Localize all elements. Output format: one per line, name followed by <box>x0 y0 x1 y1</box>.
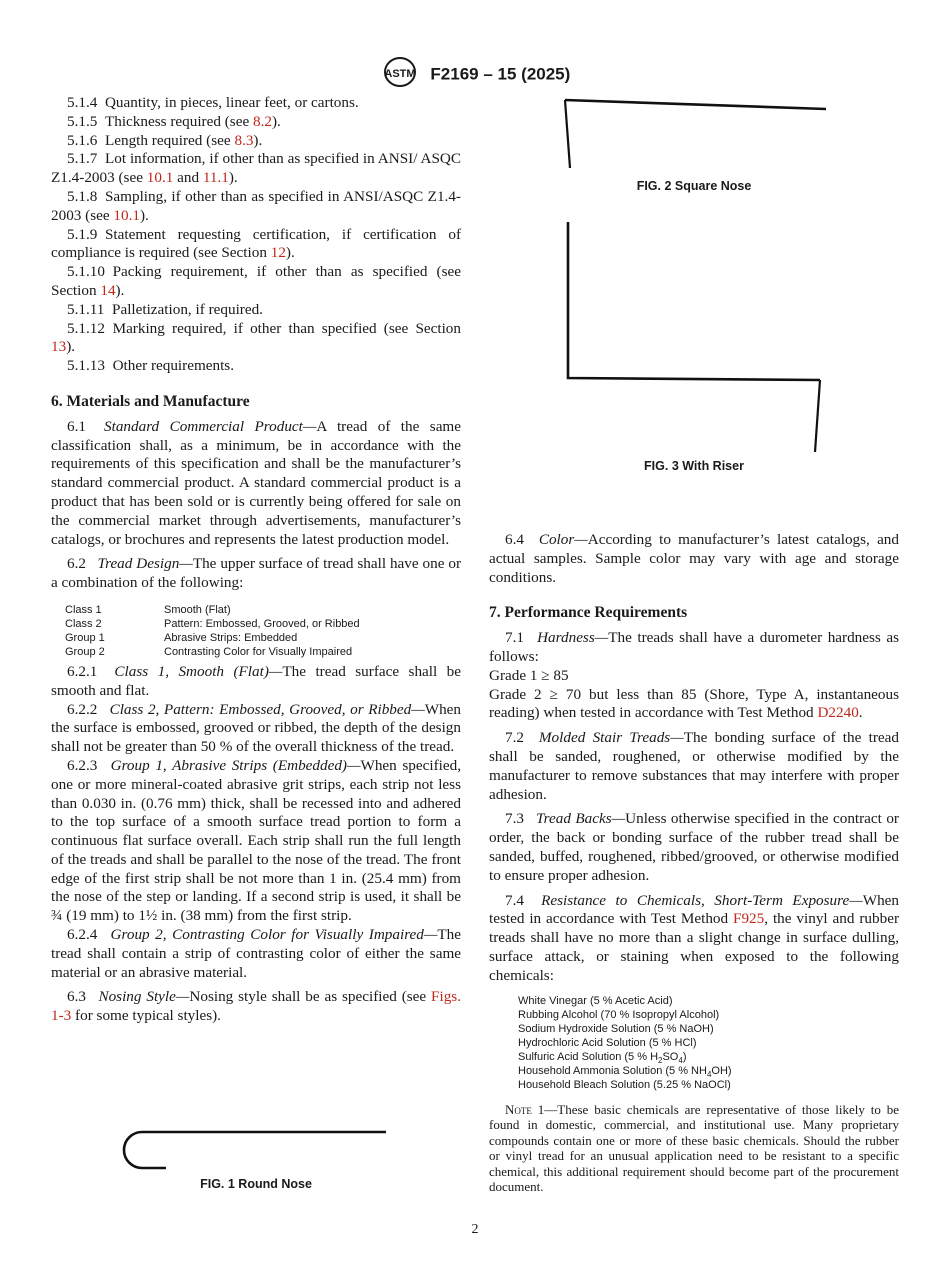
para-number: 6.1 <box>67 417 86 435</box>
section-ref-link[interactable]: 8.3 <box>234 131 254 149</box>
para-term: Nosing Style— <box>98 988 190 1006</box>
d2240-link[interactable]: D2240 <box>817 704 859 722</box>
list-item <box>51 94 461 113</box>
class-table <box>65 603 360 659</box>
list-item <box>51 320 461 358</box>
para-text: When tested in accordance with Test Method <box>489 891 899 928</box>
chem-sub: 4 <box>706 1069 712 1079</box>
para-number: 6.3 <box>67 988 86 1006</box>
para-term: Molded Stair Treads— <box>538 729 684 747</box>
chemical-item: Sodium Hydroxide Solution (5 % NaOH) <box>518 1022 714 1035</box>
grade-2-end: . <box>858 704 863 722</box>
para-term: Tread Design— <box>97 555 193 573</box>
para-6-1 <box>51 418 461 550</box>
item-text: Marking required, if other than specified (see Section <box>112 319 461 337</box>
fig3-caption: FIG. 3 With Riser <box>644 459 744 473</box>
para-term: Tread Backs— <box>536 810 626 828</box>
list-item <box>51 132 461 151</box>
item-text: ). <box>140 206 149 224</box>
para-text: According to manufacturer’s latest catalogs, and actual samples. Sample color may vary with age and storage conditions. <box>489 531 899 586</box>
item-text: Other requirements. <box>112 357 235 375</box>
para-text: The tread shall contain a strip of contrasting color of either the same material or an abrasive material. <box>51 926 462 981</box>
class-name: Group 1 <box>65 631 105 644</box>
f925-link[interactable]: F925 <box>733 910 765 928</box>
para-number: 6.2 <box>67 555 86 573</box>
item-text: Statement requesting certification, if certification of compliance is required (see Section <box>51 225 461 262</box>
section-7-heading: 7. Performance Requirements <box>489 604 688 622</box>
item-text: Lot information, if other than as specified in ANSI/ ASQC Z1.4-2003 (see <box>51 150 461 187</box>
section-6-heading: 6. Materials and Manufacture <box>51 392 250 410</box>
para-text: , the vinyl and rubber treads shall have no more than a slight change in surface dulling, surface attack, or staining when exposed to the following chemicals: <box>489 910 899 984</box>
note-label: Note 1 <box>505 1101 545 1117</box>
list-item <box>51 263 461 301</box>
page-number: 2 <box>471 1222 479 1237</box>
para-term: Class 1, Smooth (Flat)— <box>114 662 283 680</box>
item-text: Quantity, in pieces, linear feet, or cartons. <box>104 94 359 111</box>
section-ref-link[interactable]: 14 <box>100 281 116 299</box>
astm-logo-icon <box>380 57 420 92</box>
section-ref-link[interactable]: 10.1 <box>146 169 174 187</box>
grade-2-text: Grade 2 ≥ 70 but less than 85 (Shore, Type A, instantaneous reading) when tested in accordance with Test Method <box>489 685 899 722</box>
chem-text: Household Ammonia Solution (5 % NH <box>518 1064 707 1077</box>
item-text: ). <box>271 112 281 130</box>
item-text: ). <box>253 131 263 149</box>
page-header <box>0 57 950 92</box>
logo-text: ASTM <box>384 68 416 80</box>
item-number: 5.1.11 <box>67 300 105 318</box>
para-text: The treads shall have a durometer hardness as follows: <box>489 629 899 665</box>
para-term: Group 2, Contrasting Color for Visually Impaired— <box>110 926 438 944</box>
item-number: 5.1.6 <box>67 131 98 149</box>
para-text: When the surface is embossed, grooved or ribbed, the depth of the design shall not be greater than 50 % of the overall thickness of the tread. <box>51 700 461 756</box>
chemical-item <box>518 1050 899 1064</box>
chemical-item: Rubbing Alcohol (70 % Isopropyl Alcohol) <box>518 1008 720 1021</box>
note-text: —These basic chemicals are representative of those likely to be found in domestic, commercial, and institutional use. Many proprietary compounds contain one or more of these basic chemicals. Should the rubber or vinyl tread for an unusual application need to be resistant to a specific chemical, this additional requirement should become part of the procurement document. <box>489 1101 899 1195</box>
para-number: 6.4 <box>505 531 524 548</box>
para-6-2-4 <box>51 926 461 982</box>
grade-2 <box>489 686 899 724</box>
para-7-4 <box>489 892 899 986</box>
list-item <box>51 226 461 264</box>
para-number: 7.4 <box>505 891 524 909</box>
table-row <box>65 603 360 617</box>
fig1-round-nose-drawing <box>122 1128 392 1177</box>
para-text: The tread surface shall be smooth and flat. <box>51 662 462 699</box>
item-text: Sampling, if other than as specified in ANSI/ASQC Z1.4-2003 (see <box>51 187 461 224</box>
item-text: ). <box>115 281 125 299</box>
para-number: 7.3 <box>505 810 524 828</box>
list-item <box>51 357 461 376</box>
para-text: When specified, one or more mineral-coated abrasive grit strips, each strip not less than 0.030 in. (0.76 mm) thick, shall be recessed into and adhered to the top surface of a smooth surface tread portion to form a continuous flat surface overall. Each strip shall run the full length of the treads and shall be parallel to the nose of the tread. The front edge of the first strip shall be not more than 1 in. (25.4 mm) from the nose of the step or landing. If a second strip is used, it shall be ¾ (19 mm) to 1½ in. (38 mm) from the first strip. <box>51 756 462 925</box>
item-number: 5.1.5 <box>67 112 98 130</box>
item-text: ). <box>228 169 238 187</box>
para-number: 6.2.1 <box>67 662 98 680</box>
left-column <box>51 94 461 1026</box>
class-description: Pattern: Embossed, Grooved, or Ribbed <box>164 617 360 630</box>
para-text: A tread of the same classification shall, as a minimum, be in accordance with the requirements of this specification and shall be the manufacturer’s standard commercial product. A standard commercial product is a product that has been sold or is currently being offered for sale on the commercial market through advertisements, manufacturer’s catalogs, or brochures and represents the latest production model. <box>51 417 461 548</box>
list-item <box>51 188 461 226</box>
class-name: Class 1 <box>65 603 102 616</box>
grade-1: Grade 1 ≥ 85 <box>489 666 569 684</box>
para-text: Unless otherwise specified in the contract or order, the back or bonding surface of the rubber tread shall be sanded, buffed, roughened, ribbed/grooved, or otherwise modified to ensure proper adhesion. <box>489 810 899 884</box>
para-7-1 <box>489 629 899 667</box>
chem-sub: 2 <box>658 1055 663 1065</box>
chem-text: OH) <box>711 1064 732 1077</box>
item-text: ). <box>66 338 76 356</box>
para-6-4 <box>489 531 899 587</box>
para-number: 7.1 <box>505 629 524 647</box>
list-item <box>51 301 461 320</box>
class-description: Smooth (Flat) <box>164 603 231 616</box>
para-number: 6.2.2 <box>67 700 98 718</box>
item-text: ). <box>285 244 295 262</box>
para-text: The upper surface of tread shall have one or a combination of the following: <box>51 555 461 592</box>
para-6-2-3 <box>51 757 461 926</box>
para-number: 7.2 <box>505 729 524 747</box>
chemical-item <box>518 1064 899 1078</box>
note-1 <box>489 1102 899 1195</box>
item-text: Length required (see <box>104 131 235 149</box>
para-text: Nosing style shall be as specified (see <box>189 988 432 1006</box>
item-number: 5.1.10 <box>67 263 105 281</box>
section-ref-link[interactable]: 8.2 <box>253 112 272 130</box>
right-column <box>489 531 899 1195</box>
designation: F2169 – 15 (2025) <box>430 64 571 84</box>
para-term: Hardness— <box>537 629 609 647</box>
figs-1-3-link[interactable]: Figs. 1-3 <box>51 988 461 1025</box>
section-ref-link[interactable]: 11.1 <box>202 169 229 187</box>
para-7-2 <box>489 729 899 804</box>
para-term: Group 1, Abrasive Strips (Embedded)— <box>110 756 361 774</box>
table-row <box>65 617 360 631</box>
list-item <box>51 150 461 188</box>
para-6-2-2 <box>51 701 461 757</box>
chem-text: Sulfuric Acid Solution (5 % H <box>518 1050 659 1063</box>
para-text: for some typical styles). <box>71 1007 221 1025</box>
para-6-2-1 <box>51 663 461 701</box>
class-name: Group 2 <box>65 645 105 658</box>
chem-sub: 4 <box>678 1055 683 1065</box>
para-6-3 <box>51 988 461 1026</box>
fig2-square-nose-drawing <box>560 96 830 181</box>
item-text: Thickness required (see <box>104 112 253 130</box>
chemical-item: Hydrochloric Acid Solution (5 % HCl) <box>518 1036 697 1049</box>
item-text: and <box>173 169 203 187</box>
fig2-caption: FIG. 2 Square Nose <box>636 179 752 193</box>
para-term: Standard Commercial Product— <box>104 417 317 435</box>
class-name: Class 2 <box>65 617 102 630</box>
chemicals-list <box>518 994 899 1092</box>
fig1-caption: FIG. 1 Round Nose <box>200 1177 312 1191</box>
class-description: Contrasting Color for Visually Impaired <box>164 645 353 658</box>
item-number: 5.1.8 <box>67 187 98 205</box>
chem-text: ) <box>682 1050 687 1063</box>
para-term: Class 2, Pattern: Embossed, Grooved, or Ribbed— <box>109 700 425 718</box>
item-number: 5.1.9 <box>67 225 98 243</box>
para-number: 6.2.4 <box>67 926 98 944</box>
para-6-2 <box>51 555 461 593</box>
section-5-1-list <box>51 94 461 376</box>
item-text: Palletization, if required. <box>112 300 263 318</box>
section-ref-link[interactable]: 12 <box>270 244 286 262</box>
list-item <box>51 113 461 132</box>
para-number: 6.2.3 <box>67 756 98 774</box>
para-term: Color— <box>538 531 588 548</box>
chemical-item: White Vinegar (5 % Acetic Acid) <box>518 994 673 1007</box>
fig3-with-riser-drawing <box>562 220 832 461</box>
item-number: 5.1.7 <box>67 150 98 168</box>
table-row <box>65 631 360 645</box>
item-number: 5.1.13 <box>67 357 105 375</box>
chemical-item: Household Bleach Solution (5.25 % NaOCl) <box>518 1078 731 1091</box>
para-text: The bonding surface of the tread shall be sanded, roughened, or otherwise modified by the manufacturer to remove substances that may interfere with proper adhesion. <box>489 729 900 803</box>
para-7-3 <box>489 810 899 885</box>
chem-text: SO <box>662 1050 679 1063</box>
section-ref-link[interactable]: 10.1 <box>113 206 140 224</box>
item-number: 5.1.4 <box>67 94 98 111</box>
item-number: 5.1.12 <box>67 319 105 337</box>
item-text: Packing requirement, if other than as specified (see Section <box>51 263 461 299</box>
para-term: Resistance to Chemicals, Short-Term Exposure— <box>541 891 863 909</box>
class-description: Abrasive Strips: Embedded <box>164 631 298 644</box>
section-ref-link[interactable]: 13 <box>51 338 67 356</box>
table-row <box>65 645 360 659</box>
